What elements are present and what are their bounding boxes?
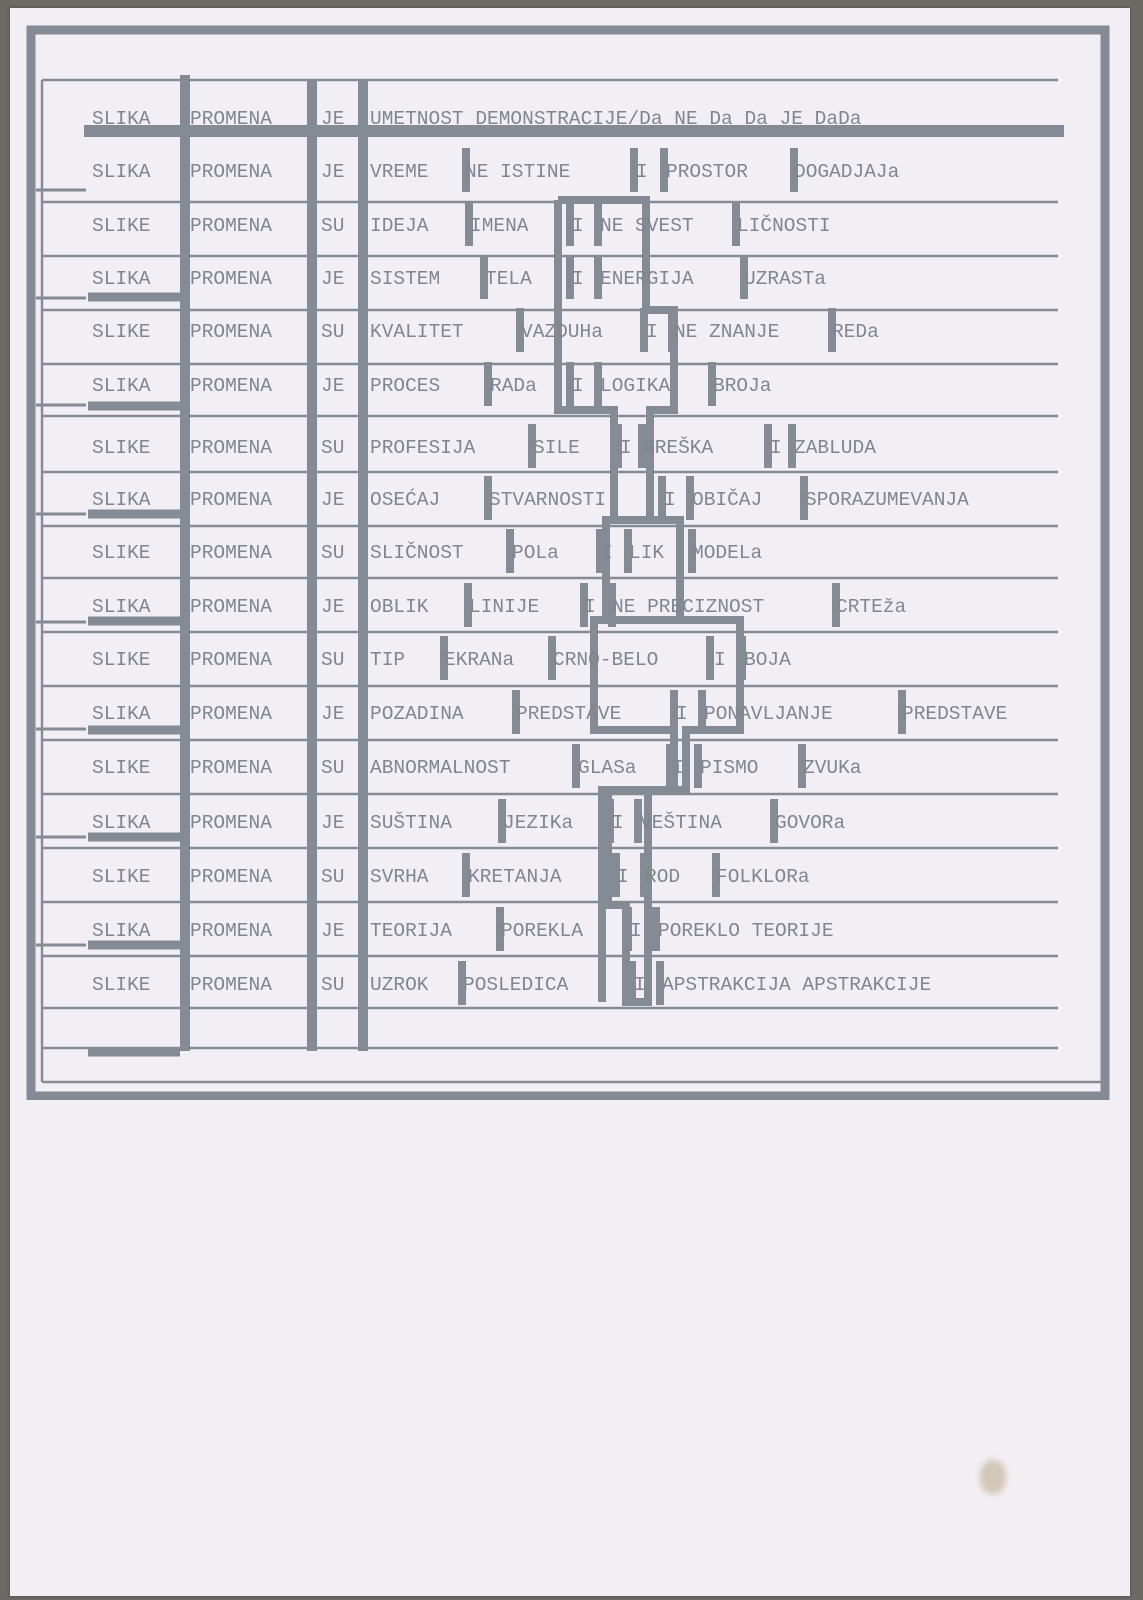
poem-word: SLIKE xyxy=(92,866,151,888)
poem-word: ZABLUDA xyxy=(794,437,876,459)
poem-word: ROD xyxy=(645,866,681,888)
poem-word: EKRANa xyxy=(444,649,515,671)
poem-word: LIK xyxy=(629,542,665,564)
poem-word: OBIČAJ xyxy=(692,489,763,511)
poem-word: SLIKA xyxy=(92,161,151,183)
poem-word: PROMENA xyxy=(190,161,272,183)
poem-word: PROMENA xyxy=(190,542,272,564)
poem-word: SU xyxy=(321,974,345,996)
poem-word: PROFESIJA xyxy=(370,437,476,459)
word-separator-bar xyxy=(706,636,714,680)
poem-word: OBLIK xyxy=(370,596,429,618)
poem-word: BOJA xyxy=(744,649,791,671)
poem-word: SILE xyxy=(533,437,580,459)
poem-word: SISTEM xyxy=(370,268,441,290)
poem-word: SU xyxy=(321,649,345,671)
poem-word: JE xyxy=(321,489,345,511)
poem-word: NE PRECIZNOST xyxy=(612,596,765,618)
poem-word: I xyxy=(676,703,688,725)
poem-word: LINIJE xyxy=(469,596,540,618)
poem-word: NE SVEST xyxy=(600,215,694,237)
poem-word: PROMENA xyxy=(190,108,272,130)
poem-word: I xyxy=(714,649,726,671)
poem-word: GLASa xyxy=(578,757,637,779)
poem-word: NE ISTINE xyxy=(465,161,571,183)
poem-word: DOGADJAJa xyxy=(794,161,900,183)
poem-word: I xyxy=(634,974,646,996)
poem-word: JE xyxy=(321,108,345,130)
poem-word: PROMENA xyxy=(190,596,272,618)
poem-word: I xyxy=(572,268,584,290)
poem-word: KRETANJA xyxy=(468,866,562,888)
poem-word: PROMENA xyxy=(190,757,272,779)
poem-word: CRTEža xyxy=(836,596,907,618)
poem-word: PONAVLJANJE xyxy=(704,703,833,725)
poem-word: FOLKLORa xyxy=(716,866,810,888)
poem-word: GREŠKA xyxy=(643,437,714,459)
poem-words xyxy=(92,108,1007,996)
poem-word: PROMENA xyxy=(190,437,272,459)
poem-word: JE xyxy=(321,920,345,942)
poem-word: I xyxy=(646,321,658,343)
poem-word: JE xyxy=(321,161,345,183)
poem-word: I xyxy=(572,215,584,237)
poem-word: PROMENA xyxy=(190,649,272,671)
poem-word: I xyxy=(630,920,642,942)
poem-word: I xyxy=(770,437,782,459)
poem-word: ABNORMALNOST xyxy=(370,757,511,779)
poem-word: SLIČNOST xyxy=(370,542,464,564)
poem-word: NE ZNANJE xyxy=(674,321,780,343)
poem-word: SLIKE xyxy=(92,974,151,996)
poem-word: OSEĆAJ xyxy=(370,489,441,511)
poem-word: MODELa xyxy=(692,542,763,564)
poem-word: PROMENA xyxy=(190,268,272,290)
poem-word: SLIKE xyxy=(92,215,151,237)
poem-word: SUŠTINA xyxy=(370,812,452,834)
poem-word: APSTRAKCIJA APSTRAKCIJE xyxy=(662,974,932,996)
poem-word: I xyxy=(617,866,629,888)
poem-word: TEORIJA xyxy=(370,920,452,942)
poem-word: PROMENA xyxy=(190,489,272,511)
poem-word: SVRHA xyxy=(370,866,429,888)
poem-word: SU xyxy=(321,215,345,237)
poem-word: SU xyxy=(321,757,345,779)
poem-word: PISMO xyxy=(700,757,759,779)
poem-word: SU xyxy=(321,437,345,459)
poem-word: REDa xyxy=(832,321,879,343)
poem-word: SLIKE xyxy=(92,542,151,564)
poem-word: VREME xyxy=(370,161,429,183)
poem-word: VEŠTINA xyxy=(640,812,722,834)
poem-word: SLIKA xyxy=(92,108,151,130)
poem-word: JE xyxy=(321,596,345,618)
paper-stain xyxy=(980,1460,1006,1494)
poem-word: SU xyxy=(321,542,345,564)
poem-word: SLIKA xyxy=(92,489,151,511)
poem-word: SU xyxy=(321,321,345,343)
poem-word: PROMENA xyxy=(190,215,272,237)
poem-word: IMENA xyxy=(470,215,529,237)
poem-word: PROMENA xyxy=(190,866,272,888)
poem-word: JE xyxy=(321,375,345,397)
poem-word: SLIKE xyxy=(92,757,151,779)
poem-word: CRNO-BELO xyxy=(553,649,659,671)
poem-word: PROMENA xyxy=(190,812,272,834)
poem-word: POLa xyxy=(512,542,559,564)
poem-word: STVARNOSTI xyxy=(489,489,607,511)
poem-word: JEZIKa xyxy=(503,812,574,834)
poem-word: I xyxy=(620,437,632,459)
poem-word: UMETNOST DEMONSTRACIJE/Da NE Da Da JE DaDa xyxy=(370,108,862,130)
poem-word: SLIKE xyxy=(92,321,151,343)
poem-word: I xyxy=(612,812,624,834)
poem-word: I xyxy=(636,161,648,183)
poem-word: UZRASTa xyxy=(744,268,826,290)
poem-word: I xyxy=(601,542,613,564)
poem-word: BROJa xyxy=(713,375,772,397)
poem-word: UZROK xyxy=(370,974,429,996)
poem-word: I xyxy=(672,757,684,779)
poem-word: POREKLO TEORIJE xyxy=(658,920,834,942)
poem-word: SLIKA xyxy=(92,268,151,290)
poem-word: PROSTOR xyxy=(666,161,748,183)
poem-word: I xyxy=(664,489,676,511)
poem-word: PROMENA xyxy=(190,974,272,996)
poem-word: I xyxy=(572,375,584,397)
poem-word: PROCES xyxy=(370,375,441,397)
poem-word: LIČNOSTI xyxy=(737,215,831,237)
poem-word: PROMENA xyxy=(190,703,272,725)
poem-word: LOGIKA xyxy=(600,375,671,397)
poem-word: PROMENA xyxy=(190,920,272,942)
poem-word: SU xyxy=(321,866,345,888)
poem-word: JE xyxy=(321,268,345,290)
poem-word: TIP xyxy=(370,649,406,671)
poem-word: ZVUKa xyxy=(803,757,862,779)
poem-word: SLIKE xyxy=(92,437,151,459)
poem-word: SPORAZUMEVANJA xyxy=(805,489,969,511)
poem-word: SLIKA xyxy=(92,920,151,942)
poem-word: KVALITET xyxy=(370,321,464,343)
poem-word: GOVORa xyxy=(775,812,846,834)
poem-word: RADa xyxy=(490,375,537,397)
poem-word: PREDSTAVE xyxy=(516,703,622,725)
poem-word: VAZDUHa xyxy=(521,321,603,343)
poem-word: SLIKA xyxy=(92,812,151,834)
poem-word: PROMENA xyxy=(190,375,272,397)
poem-word: POREKLA xyxy=(501,920,583,942)
poem-word: TELA xyxy=(485,268,532,290)
poem-word: POSLEDICA xyxy=(463,974,569,996)
poem-word: SLIKA xyxy=(92,596,151,618)
poem-word: IDEJA xyxy=(370,215,429,237)
poem-word: JE xyxy=(321,703,345,725)
poem-word: JE xyxy=(321,812,345,834)
poem-word: POZADINA xyxy=(370,703,464,725)
poem-word: I xyxy=(584,596,596,618)
poem-word: SLIKA xyxy=(92,703,151,725)
poem-word: PROMENA xyxy=(190,321,272,343)
poem-word: SLIKA xyxy=(92,375,151,397)
poem-word: ENERGIJA xyxy=(600,268,694,290)
poem-word: PREDSTAVE xyxy=(902,703,1008,725)
poem-word: SLIKE xyxy=(92,649,151,671)
